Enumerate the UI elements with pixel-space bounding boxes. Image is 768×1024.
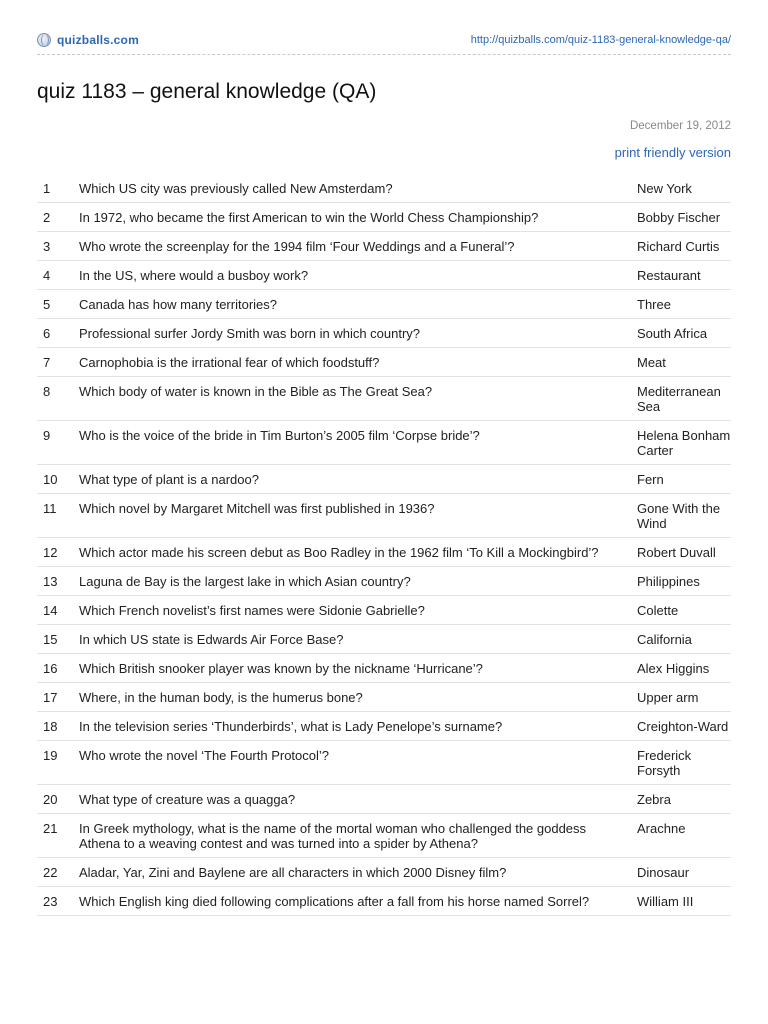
- table-row: [37, 683, 731, 712]
- page-header: [37, 30, 731, 55]
- question-number: 13: [37, 567, 79, 596]
- question-number: 5: [37, 290, 79, 319]
- table-row: [37, 465, 731, 494]
- question-number: 18: [37, 712, 79, 741]
- publish-date: December 19, 2012: [629, 120, 731, 132]
- table-row: [37, 261, 731, 290]
- answer-text: Robert Duvall: [637, 538, 731, 567]
- print-friendly-link[interactable]: print friendly version: [614, 145, 731, 160]
- question-number: 19: [37, 741, 79, 785]
- answer-text: Restaurant: [637, 261, 731, 290]
- question-number: 15: [37, 625, 79, 654]
- question-number: 11: [37, 494, 79, 538]
- question-number: 2: [37, 203, 79, 232]
- quiz-table: [37, 174, 731, 916]
- site-link[interactable]: [37, 33, 139, 47]
- question-text: In the television series ‘Thunderbirds’, what is Lady Penelope’s surname?: [79, 712, 637, 741]
- question-text: Professional surfer Jordy Smith was born in which country?: [79, 319, 637, 348]
- answer-text: Arachne: [637, 814, 731, 858]
- question-text: Which actor made his screen debut as Boo Radley in the 1962 film ‘To Kill a Mockingbird’?: [79, 538, 637, 567]
- table-row: [37, 858, 731, 887]
- question-text: Which French novelist’s first names were Sidonie Gabrielle?: [79, 596, 637, 625]
- table-row: [37, 625, 731, 654]
- table-row: [37, 232, 731, 261]
- question-text: In 1972, who became the first American to win the World Chess Championship?: [79, 203, 637, 232]
- answer-text: Frederick Forsyth: [637, 741, 731, 785]
- table-row: [37, 421, 731, 465]
- globe-icon: [37, 33, 51, 47]
- table-row: [37, 785, 731, 814]
- question-number: 7: [37, 348, 79, 377]
- question-number: 9: [37, 421, 79, 465]
- question-text: Who wrote the novel ‘The Fourth Protocol’?: [79, 741, 637, 785]
- question-text: Where, in the human body, is the humerus bone?: [79, 683, 637, 712]
- answer-text: Fern: [637, 465, 731, 494]
- answer-text: Zebra: [637, 785, 731, 814]
- question-text: What type of creature was a quagga?: [79, 785, 637, 814]
- answer-text: Gone With the Wind: [637, 494, 731, 538]
- question-text: Carnophobia is the irrational fear of which foodstuff?: [79, 348, 637, 377]
- answer-text: Richard Curtis: [637, 232, 731, 261]
- question-text: In the US, where would a busboy work?: [79, 261, 637, 290]
- question-number: 21: [37, 814, 79, 858]
- answer-text: Mediterranean Sea: [637, 377, 731, 421]
- question-number: 16: [37, 654, 79, 683]
- site-name[interactable]: quizballs.com: [57, 33, 139, 47]
- table-row: [37, 290, 731, 319]
- question-number: 23: [37, 887, 79, 916]
- table-row: [37, 319, 731, 348]
- question-number: 12: [37, 538, 79, 567]
- table-row: [37, 654, 731, 683]
- answer-text: Philippines: [637, 567, 731, 596]
- question-text: In which US state is Edwards Air Force Base?: [79, 625, 637, 654]
- table-row: [37, 348, 731, 377]
- answer-text: Three: [637, 290, 731, 319]
- table-row: [37, 174, 731, 203]
- table-row: [37, 596, 731, 625]
- question-text: What type of plant is a nardoo?: [79, 465, 637, 494]
- answer-text: South Africa: [637, 319, 731, 348]
- answer-text: Creighton-Ward: [637, 712, 731, 741]
- quiz-table-body: [37, 174, 731, 916]
- answer-text: New York: [637, 174, 731, 203]
- question-number: 17: [37, 683, 79, 712]
- answer-text: Colette: [637, 596, 731, 625]
- answer-text: Alex Higgins: [637, 654, 731, 683]
- table-row: [37, 741, 731, 785]
- table-row: [37, 377, 731, 421]
- table-row: [37, 814, 731, 858]
- question-text: Which novel by Margaret Mitchell was first published in 1936?: [79, 494, 637, 538]
- table-row: [37, 494, 731, 538]
- answer-text: California: [637, 625, 731, 654]
- table-row: [37, 567, 731, 596]
- page-title: quiz 1183 – general knowledge (QA): [37, 80, 377, 103]
- question-number: 1: [37, 174, 79, 203]
- table-row: [37, 712, 731, 741]
- table-row: [37, 203, 731, 232]
- answer-text: Bobby Fischer: [637, 203, 731, 232]
- question-number: 10: [37, 465, 79, 494]
- question-text: Which English king died following complications after a fall from his horse named Sorrel?: [79, 887, 637, 916]
- answer-text: William III: [637, 887, 731, 916]
- question-text: Aladar, Yar, Zini and Baylene are all characters in which 2000 Disney film?: [79, 858, 637, 887]
- page-url[interactable]: http://quizballs.com/quiz-1183-general-knowledge-qa/: [470, 34, 731, 46]
- question-text: Which British snooker player was known by the nickname ‘Hurricane’?: [79, 654, 637, 683]
- question-number: 6: [37, 319, 79, 348]
- question-text: Which US city was previously called New Amsterdam?: [79, 174, 637, 203]
- question-text: Who wrote the screenplay for the 1994 film ‘Four Weddings and a Funeral’?: [79, 232, 637, 261]
- question-text: In Greek mythology, what is the name of the mortal woman who challenged the goddess Athena to a weaving contest and was turned into a spider by Athena?: [79, 814, 637, 858]
- question-number: 4: [37, 261, 79, 290]
- question-text: Laguna de Bay is the largest lake in which Asian country?: [79, 567, 637, 596]
- question-text: Canada has how many territories?: [79, 290, 637, 319]
- answer-text: Upper arm: [637, 683, 731, 712]
- question-number: 3: [37, 232, 79, 261]
- answer-text: Meat: [637, 348, 731, 377]
- answer-text: Helena Bonham Carter: [637, 421, 731, 465]
- question-number: 14: [37, 596, 79, 625]
- question-text: Which body of water is known in the Bible as The Great Sea?: [79, 377, 637, 421]
- question-number: 8: [37, 377, 79, 421]
- question-number: 22: [37, 858, 79, 887]
- table-row: [37, 538, 731, 567]
- question-text: Who is the voice of the bride in Tim Burton’s 2005 film ‘Corpse bride’?: [79, 421, 637, 465]
- table-row: [37, 887, 731, 916]
- answer-text: Dinosaur: [637, 858, 731, 887]
- question-number: 20: [37, 785, 79, 814]
